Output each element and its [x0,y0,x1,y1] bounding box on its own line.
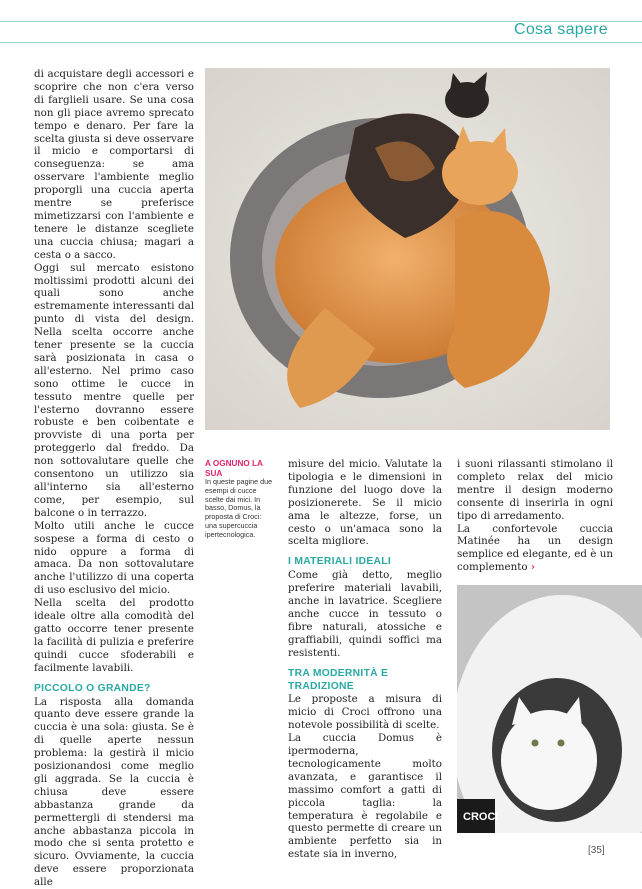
paragraph [457,523,613,575]
paragraph: misure del micio. Valutate la tipologia e le dimensioni in funzione del luogo dove la posizionerete. Se il micio ama le altezze, forse, un cesto o un'amaca sono la scelta migliore. [288,458,442,548]
paragraph: Molto utili anche le cucce sospese a forma di cesto o nido oppure a forma di amaca. Da non sottovalutare anche l'utilizzo di una coperta di uso esclusivo del micio. [34,520,194,597]
paragraph: Come già detto, meglio preferire materiali lavabili, anche in lavatrice. Scegliere anche cucce in tessuto o fibre naturali, atossiche e graffiabili, quindi soffici ma resistenti. [288,569,442,659]
paragraph: i suoni rilassanti stimolano il completo relax del micio mentre il design moderno consente di inserirla in ogni tipo di arredamento. [457,458,613,523]
paragraph: Le proposte a misura di micio di Croci offrono una notevole possibilità di scelte. [288,693,442,732]
paragraph: La cuccia Domus è ipermoderna, tecnologicamente molto avanzata, e garantisce il massimo comfort a gatti di piccola taglia: la temperatura è regolabile e questo permette di creare un ambiente perfetto sia in estate sia in inverno, [288,732,442,861]
paragraph: di acquistare degli accessori e scoprire che non c'era verso di farglieli usare. Se una cosa non gli piace avremo sprecato tempo e denaro. Per fare la scelta giusta si deve osservare il micio e comportarsi di conseguenza: se ama osservare l'ambiente meglio proporgli una cuccia aperta mentre se preferisce mimetizzarsi con l'ambiente e tenere le distanze scegliete una cuccia chiusa; magari a cesta o a sacco. [34,68,194,262]
cats-in-bed-photo [205,68,610,430]
section-heading: TRA MODERNITÀ E TRADIZIONE [288,668,442,694]
paragraph-text: La confortevole cuccia Matinée ha un design semplice ed elegante, ed è un complemento [457,523,613,574]
page-number: [35] [588,845,605,856]
continue-arrow-icon: › [531,561,535,573]
photo-caption [205,459,273,540]
caption-text: In queste pagine due esempi di cucce scelte dai mici. In basso, Domus, la proposta di Croci: una supercuccia ipertecnologica. [205,478,273,540]
section-heading: PICCOLO O GRANDE? [34,683,194,696]
domus-photo-illustration [457,585,642,833]
column-4 [457,458,613,574]
section-title: Cosa sapere [514,21,608,39]
caption-title: A OGNUNO LA SUA [205,459,273,478]
column-3 [288,458,442,861]
paragraph: Nella scelta del prodotto ideale oltre alla comodità del gatto occorre tener presente la facilità di pulizia e preferire quindi cucce sfoderabili e facilmente lavabili. [34,597,194,674]
column-1 [34,68,194,889]
paragraph: La risposta alla domanda quanto deve essere grande la cuccia è una sola: giusta. Se è di quelle aperte nessun problema: la gestirà il micio posizionandosi come meglio gli aggrada. Se la cuccia è chiusa deve essere abbastanza grande da permettergli di stendersi ma anche abbastanza piccola in modo che si senta protetto e sicuro. Ovviamente, la cuccia deve essere proporzionata alle [34,696,194,889]
croci-logo: CROCI [463,811,498,823]
domus-cat-bed-photo [457,585,642,833]
paragraph: Oggi sul mercato esistono moltissimi prodotti alcuni dei quali sono anche estremamente interessanti dal punto di vista del design. Nella scelta occorre anche tener presente se la cuccia sarà posizionata in casa o all'esterno. Nel primo caso sono ottime le cucce in tessuto mentre quelle per l'esterno dovranno essere robuste e ben coibentate e provviste di una porta per proteggerlo dal freddo. Da non sottovalutare quelle che consentono un utilizzo sia all'interno sia all'esterno come, per esempio, sul balcone o in terrazzo. [34,262,194,520]
header-rule-bottom [0,42,642,43]
cats-photo-illustration [205,68,610,430]
section-heading: I MATERIALI IDEALI [288,556,442,569]
